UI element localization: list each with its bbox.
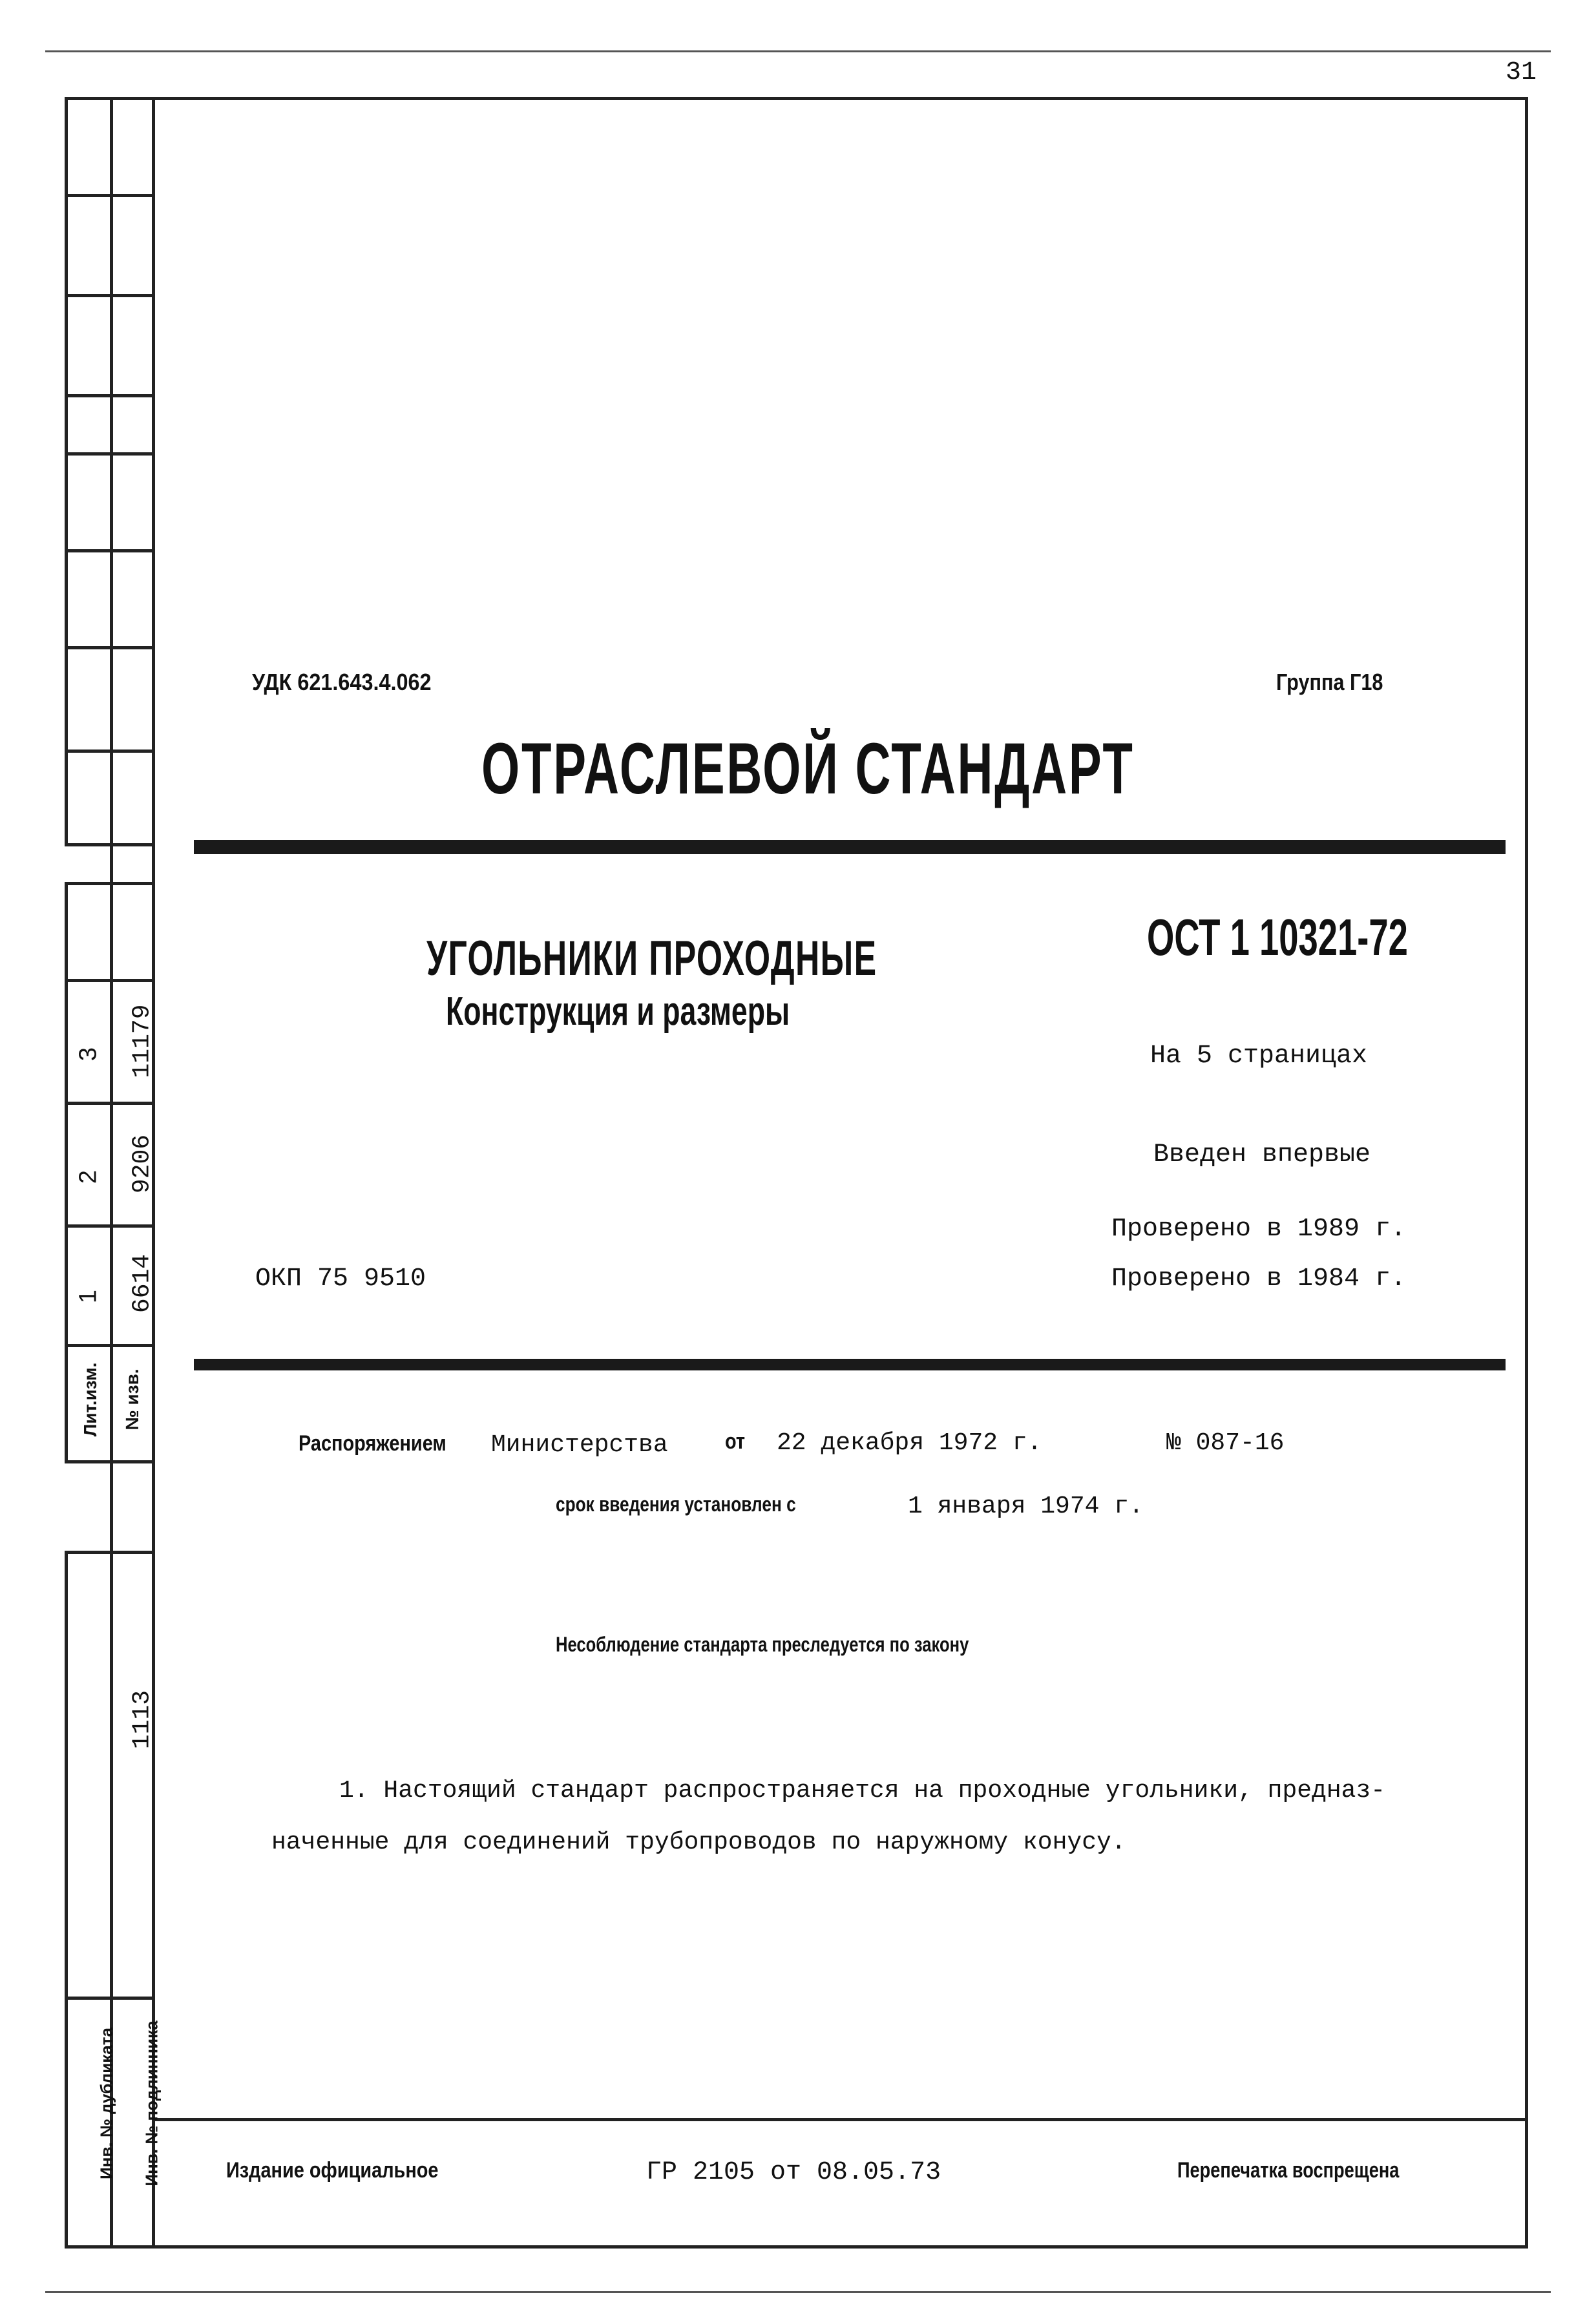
revision-lit-3: 3 — [74, 1047, 102, 1062]
footer-official-edition: Издание официальное — [226, 2158, 439, 2183]
order-body: Министерства — [491, 1431, 668, 1459]
margin-stamp-top — [65, 97, 152, 846]
revision-no-1: 6614 — [128, 1253, 156, 1314]
clause-1-line-1: 1. Настоящий стандарт распространяется на проходные угольники, предназ- — [339, 1777, 1386, 1805]
margin-stamp-rule — [65, 750, 152, 753]
margin-stamp-rule — [65, 1102, 152, 1105]
doc-title: УГОЛЬНИКИ ПРОХОДНЫЕ — [426, 931, 877, 986]
law-notice: Несоблюдение стандарта преследуется по закону — [556, 1633, 969, 1656]
bottom-rule — [45, 2291, 1551, 2293]
checked-1989: Проверено в 1989 г. — [1111, 1215, 1407, 1244]
order-label: Распоряжением — [299, 1431, 446, 1456]
title-bar — [194, 1359, 1506, 1370]
revision-lit-1: 1 — [74, 1289, 102, 1304]
stamp-lit-label: Лит.изм. — [80, 1362, 100, 1437]
revision-lit-2: 2 — [74, 1169, 102, 1184]
header-bar — [194, 840, 1506, 854]
header-title: ОТРАСЛЕВОЙ СТАНДАРТ — [481, 728, 1135, 809]
ost-code: ОСТ 1 10321-72 — [1147, 908, 1408, 966]
margin-stamp-rule — [65, 979, 152, 982]
margin-stamp-rule — [65, 1224, 152, 1228]
dup-inv-label: Инв. № дубликата — [96, 2028, 116, 2179]
stamp-no-label: № изв. — [122, 1368, 142, 1431]
clause-1-line-2: наченные для соединений трубопроводов по наружному конусу. — [271, 1829, 1126, 1856]
order-number: № 087-16 — [1166, 1429, 1285, 1457]
revision-no-3: 11179 — [128, 1004, 156, 1078]
margin-stamp-rule — [65, 1344, 152, 1347]
margin-stamp-rule — [65, 646, 152, 649]
intro-note: Введен впервые — [1153, 1140, 1371, 1169]
margin-stamp-rule — [65, 294, 152, 297]
footer-reprint-notice: Перепечатка воспрещена — [1177, 2158, 1400, 2183]
udk-code: УДК 621.643.4.062 — [252, 669, 432, 695]
orig-inv-value: 1113 — [128, 1690, 156, 1750]
margin-stamp-rule — [65, 549, 152, 552]
margin-stamp-rule — [65, 194, 152, 197]
top-rule — [45, 50, 1551, 52]
order-date-label: от — [725, 1429, 746, 1454]
doc-subtitle: Конструкция и размеры — [446, 989, 790, 1034]
footer-registration: ГР 2105 от 08.05.73 — [646, 2158, 941, 2187]
effective-label: срок введения установлен с — [556, 1493, 796, 1516]
page-number: 31 — [1506, 58, 1537, 87]
revision-no-2: 9206 — [128, 1134, 156, 1194]
footer-divider — [152, 2118, 1528, 2121]
page-frame — [152, 97, 1528, 2249]
group-code: Группа Г18 — [1276, 669, 1383, 695]
margin-stamp-rule — [65, 394, 152, 397]
okp-code: ОКП 75 9510 — [255, 1264, 426, 1294]
orig-inv-label: Инв. № подлинника — [142, 2020, 162, 2186]
pages-note: На 5 страницах — [1150, 1042, 1368, 1071]
checked-1984: Проверено в 1984 г. — [1111, 1264, 1407, 1294]
order-date: 22 декабря 1972 г. — [777, 1429, 1042, 1457]
effective-date: 1 января 1974 г. — [908, 1493, 1144, 1520]
margin-stamp-rule — [65, 452, 152, 456]
margin-stamp-rule — [65, 1997, 152, 2000]
